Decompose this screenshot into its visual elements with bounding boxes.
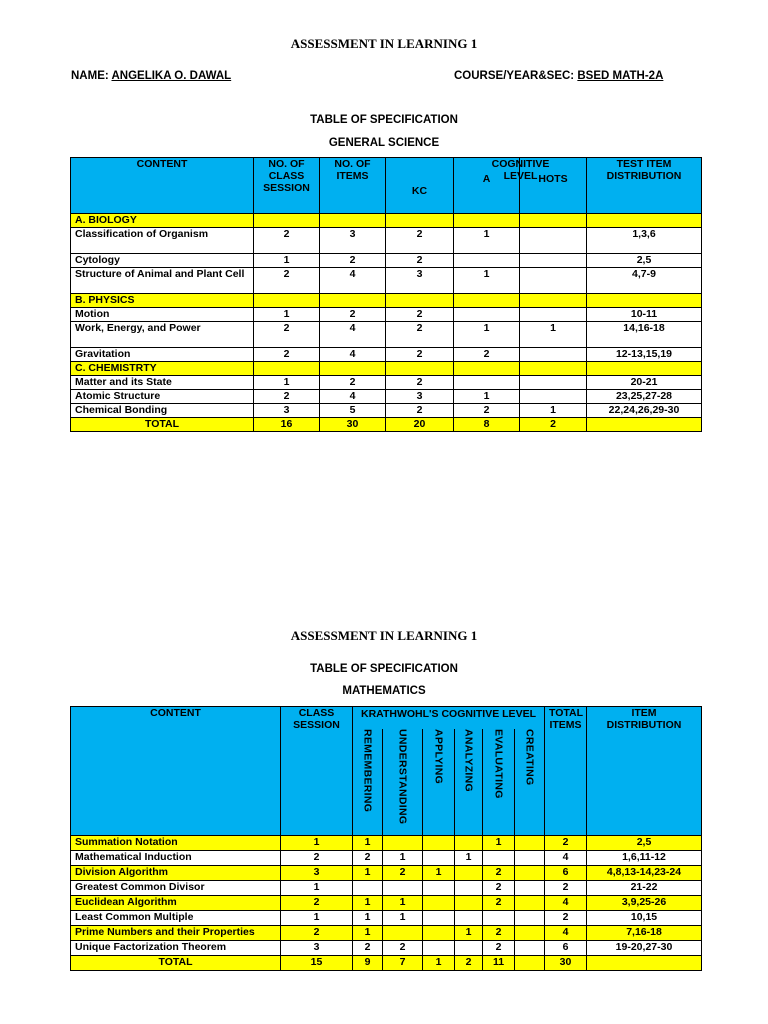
cell-content: Chemical Bonding — [71, 404, 254, 418]
cell-content: Motion — [71, 308, 254, 322]
doc1-subtitle: TABLE OF SPECIFICATION — [310, 114, 458, 126]
cell-content: Atomic Structure — [71, 390, 254, 404]
cell-items: 4 — [320, 268, 386, 294]
header-krathwohl — [353, 707, 545, 836]
table-row — [71, 851, 702, 866]
cell-kc: 2 — [386, 348, 454, 362]
cell-items: 2 — [320, 308, 386, 322]
cell-level-3 — [455, 866, 483, 881]
cell-hots — [520, 376, 587, 390]
cell-level-4: 2 — [483, 926, 515, 941]
table-row — [71, 254, 702, 268]
cell-level-4: 2 — [483, 866, 515, 881]
cell-level-1: 1 — [383, 896, 423, 911]
header-kc: COGNITIVE LEVEL KC — [386, 158, 454, 214]
section-cell — [454, 214, 520, 228]
cell-content: Prime Numbers and their Properties — [71, 926, 281, 941]
cell-kc: 2 — [386, 308, 454, 322]
header-total-items: TOTAL ITEMS — [545, 707, 587, 836]
cell-level-1: 1 — [383, 911, 423, 926]
cell-level-1: 1 — [383, 851, 423, 866]
cell-dist: 12-13,15,19 — [587, 348, 702, 362]
cell-session: 2 — [281, 851, 353, 866]
section-cell — [386, 362, 454, 376]
section-row — [71, 214, 702, 228]
level-creating: CREATING — [523, 729, 536, 786]
cell-kc: 2 — [386, 228, 454, 254]
name-line — [71, 70, 231, 82]
cell-level-2 — [423, 911, 455, 926]
cell-content: Cytology — [71, 254, 254, 268]
section-cell — [386, 294, 454, 308]
cell-session: 2 — [281, 896, 353, 911]
table-row — [71, 390, 702, 404]
cell-level-1 — [383, 836, 423, 851]
name-label: NAME: — [71, 70, 109, 82]
cell-level-3 — [455, 911, 483, 926]
section-cell — [454, 362, 520, 376]
cell-a — [454, 254, 520, 268]
cell-level-1 — [383, 926, 423, 941]
math-tos-table — [70, 706, 702, 971]
cell-kc: 2 — [386, 322, 454, 348]
cell-sess: 2 — [254, 348, 320, 362]
cell-hots: 1 — [520, 404, 587, 418]
science-header-row — [71, 158, 702, 214]
section-cell — [520, 214, 587, 228]
cell-total: 2 — [545, 911, 587, 926]
cell-total: 4 — [545, 896, 587, 911]
total-level-2: 1 — [423, 956, 455, 971]
cell-level-3: 1 — [455, 926, 483, 941]
cell-level-2 — [423, 941, 455, 956]
cell-kc: 2 — [386, 254, 454, 268]
cell-session: 3 — [281, 866, 353, 881]
section-row — [71, 294, 702, 308]
cell-kc: 2 — [386, 404, 454, 418]
cell-level-3 — [455, 941, 483, 956]
cell-level-2 — [423, 926, 455, 941]
math-header-row — [71, 707, 702, 836]
table-row — [71, 911, 702, 926]
total-dist — [587, 956, 702, 971]
table-row — [71, 836, 702, 851]
section-cell — [520, 362, 587, 376]
table-row — [71, 308, 702, 322]
cell-level-4: 2 — [483, 941, 515, 956]
cell-level-0: 2 — [353, 851, 383, 866]
cell-level-5 — [515, 911, 545, 926]
cell-items: 5 — [320, 404, 386, 418]
header-content: CONTENT — [71, 707, 281, 836]
table-row — [71, 404, 702, 418]
cell-level-0 — [353, 881, 383, 896]
total-dist — [587, 418, 702, 432]
cell-level-4 — [483, 911, 515, 926]
header-distribution: TEST ITEM DISTRIBUTION — [587, 158, 702, 214]
cell-level-5 — [515, 926, 545, 941]
cell-content: Least Common Multiple — [71, 911, 281, 926]
cell-content: Classification of Organism — [71, 228, 254, 254]
cell-a: 2 — [454, 348, 520, 362]
table-row — [71, 348, 702, 362]
total-level-3: 2 — [455, 956, 483, 971]
cell-level-3 — [455, 836, 483, 851]
total-kc: 20 — [386, 418, 454, 432]
table-row — [71, 866, 702, 881]
cell-level-0: 2 — [353, 941, 383, 956]
total-level-1: 7 — [383, 956, 423, 971]
total-label: TOTAL — [71, 418, 254, 432]
cell-session: 1 — [281, 911, 353, 926]
cell-level-5 — [515, 866, 545, 881]
cell-total: 6 — [545, 941, 587, 956]
cell-level-4: 1 — [483, 836, 515, 851]
cell-session: 1 — [281, 881, 353, 896]
cell-session: 1 — [281, 836, 353, 851]
section-label: A. BIOLOGY — [71, 214, 254, 228]
total-items: 30 — [320, 418, 386, 432]
cell-dist: 1,3,6 — [587, 228, 702, 254]
cell-dist: 20-21 — [587, 376, 702, 390]
cell-level-0: 1 — [353, 911, 383, 926]
level-understanding: UNDERSTANDING — [383, 729, 423, 835]
cell-level-0: 1 — [353, 896, 383, 911]
cell-level-5 — [515, 881, 545, 896]
cell-level-3 — [455, 896, 483, 911]
cell-kc: 3 — [386, 390, 454, 404]
cell-level-2 — [423, 881, 455, 896]
course-value: BSED MATH-2A — [577, 70, 664, 82]
cell-total: 6 — [545, 866, 587, 881]
header-a: A — [454, 158, 520, 214]
total-items: 30 — [545, 956, 587, 971]
cell-sess: 3 — [254, 404, 320, 418]
total-row — [71, 418, 702, 432]
total-row — [71, 956, 702, 971]
header-content: CONTENT — [71, 158, 254, 214]
section-cell — [320, 214, 386, 228]
cell-level-0: 1 — [353, 926, 383, 941]
cell-a — [454, 308, 520, 322]
section-cell — [254, 362, 320, 376]
cell-a: 1 — [454, 268, 520, 294]
cell-a: 2 — [454, 404, 520, 418]
cell-dist: 10-11 — [587, 308, 702, 322]
cell-level-5 — [515, 851, 545, 866]
cell-items: 4 — [320, 322, 386, 348]
header-class-session: CLASS SESSION — [281, 707, 353, 836]
cell-sess: 2 — [254, 390, 320, 404]
section-cell — [454, 294, 520, 308]
doc1-subject: GENERAL SCIENCE — [328, 137, 440, 149]
cell-content: Structure of Animal and Plant Cell — [71, 268, 254, 294]
cell-level-4: 2 — [483, 881, 515, 896]
cell-dist: 21-22 — [587, 881, 702, 896]
table-row — [71, 228, 702, 254]
cell-items: 4 — [320, 348, 386, 362]
cell-hots — [520, 268, 587, 294]
header-items: NO. OF ITEMS — [320, 158, 386, 214]
section-label: C. CHEMISTRTY — [71, 362, 254, 376]
cell-hots — [520, 308, 587, 322]
cell-level-5 — [515, 896, 545, 911]
cell-dist: 4,8,13-14,23-24 — [587, 866, 702, 881]
cell-hots — [520, 390, 587, 404]
table-row — [71, 896, 702, 911]
cell-content: Division Algorithm — [71, 866, 281, 881]
level-evaluating: EVALUATING — [483, 729, 515, 835]
cell-a — [454, 376, 520, 390]
table-row — [71, 941, 702, 956]
total-hots: 2 — [520, 418, 587, 432]
header-item-distribution: ITEM DISTRIBUTION — [587, 707, 702, 836]
header-cognitive-level: COGNITIVE LEVEL — [491, 158, 550, 182]
cell-a: 1 — [454, 322, 520, 348]
cell-content: Euclidean Algorithm — [71, 896, 281, 911]
cell-content: Matter and its State — [71, 376, 254, 390]
cell-total: 4 — [545, 851, 587, 866]
cell-content: Work, Energy, and Power — [71, 322, 254, 348]
cell-level-1 — [383, 881, 423, 896]
cell-content: Greatest Common Divisor — [71, 881, 281, 896]
header-krathwohl-label: KRATHWOHL'S COGNITIVE LEVEL — [361, 708, 536, 720]
cell-level-5 — [515, 836, 545, 851]
cell-sess: 1 — [254, 308, 320, 322]
total-level-5 — [515, 956, 545, 971]
table-row — [71, 376, 702, 390]
cell-level-2 — [423, 851, 455, 866]
section-cell — [587, 362, 702, 376]
doc1-title: ASSESSMENT IN LEARNING 1 — [290, 36, 478, 51]
section-cell — [587, 294, 702, 308]
cell-dist: 23,25,27-28 — [587, 390, 702, 404]
cell-total: 2 — [545, 836, 587, 851]
cell-content: Gravitation — [71, 348, 254, 362]
section-row — [71, 362, 702, 376]
level-applying: APPLYING — [423, 729, 455, 835]
total-label: TOTAL — [71, 956, 281, 971]
cell-items: 3 — [320, 228, 386, 254]
cell-sess: 1 — [254, 376, 320, 390]
cell-content: Unique Factorization Theorem — [71, 941, 281, 956]
cell-items: 2 — [320, 254, 386, 268]
section-cell — [320, 294, 386, 308]
total-session: 15 — [281, 956, 353, 971]
cell-kc: 2 — [386, 376, 454, 390]
cell-hots — [520, 348, 587, 362]
section-cell — [254, 214, 320, 228]
doc2-title: ASSESSMENT IN LEARNING 1 — [290, 628, 478, 643]
cell-sess: 2 — [254, 268, 320, 294]
cell-level-3: 1 — [455, 851, 483, 866]
cell-a: 1 — [454, 390, 520, 404]
cell-session: 3 — [281, 941, 353, 956]
total-sess: 16 — [254, 418, 320, 432]
doc2-subject: MATHEMATICS — [342, 685, 426, 697]
section-cell — [520, 294, 587, 308]
cell-dist: 10,15 — [587, 911, 702, 926]
cell-dist: 2,5 — [587, 254, 702, 268]
cell-hots — [520, 254, 587, 268]
cell-level-2 — [423, 836, 455, 851]
table-row — [71, 926, 702, 941]
section-cell — [386, 214, 454, 228]
cell-dist: 19-20,27-30 — [587, 941, 702, 956]
cell-level-3 — [455, 881, 483, 896]
cell-level-0: 1 — [353, 836, 383, 851]
cell-level-0: 1 — [353, 866, 383, 881]
table-row — [71, 881, 702, 896]
cell-sess: 2 — [254, 322, 320, 348]
cell-sess: 1 — [254, 254, 320, 268]
cell-kc: 3 — [386, 268, 454, 294]
cell-hots: 1 — [520, 322, 587, 348]
section-cell — [254, 294, 320, 308]
level-remembering: REMEMBERING — [353, 729, 383, 835]
cell-level-1: 2 — [383, 866, 423, 881]
cell-dist: 4,7-9 — [587, 268, 702, 294]
cell-level-5 — [515, 941, 545, 956]
total-level-0: 9 — [353, 956, 383, 971]
course-label: COURSE/YEAR&SEC: — [454, 70, 575, 82]
table-row — [71, 268, 702, 294]
name-value: ANGELIKA O. DAWAL — [111, 70, 232, 82]
cell-session: 2 — [281, 926, 353, 941]
cell-content: Mathematical Induction — [71, 851, 281, 866]
total-a: 8 — [454, 418, 520, 432]
cell-total: 2 — [545, 881, 587, 896]
cell-dist: 7,16-18 — [587, 926, 702, 941]
cell-dist: 1,6,11-12 — [587, 851, 702, 866]
cell-content: Summation Notation — [71, 836, 281, 851]
course-line — [454, 70, 663, 82]
cell-level-1: 2 — [383, 941, 423, 956]
doc2-subtitle: TABLE OF SPECIFICATION — [310, 663, 458, 675]
total-level-4: 11 — [483, 956, 515, 971]
section-label: B. PHYSICS — [71, 294, 254, 308]
cell-dist: 22,24,26,29-30 — [587, 404, 702, 418]
cell-level-2: 1 — [423, 866, 455, 881]
section-cell — [320, 362, 386, 376]
cell-items: 2 — [320, 376, 386, 390]
cell-dist: 14,16-18 — [587, 322, 702, 348]
cell-total: 4 — [545, 926, 587, 941]
header-class-session: NO. OF CLASS SESSION — [254, 158, 320, 214]
table-row — [71, 322, 702, 348]
section-cell — [587, 214, 702, 228]
cell-level-2 — [423, 896, 455, 911]
level-columns — [353, 729, 544, 835]
cell-dist: 3,9,25-26 — [587, 896, 702, 911]
science-tos-table — [70, 157, 702, 432]
cell-level-4: 2 — [483, 896, 515, 911]
cell-items: 4 — [320, 390, 386, 404]
cell-level-4 — [483, 851, 515, 866]
cell-sess: 2 — [254, 228, 320, 254]
cell-a: 1 — [454, 228, 520, 254]
cell-hots — [520, 228, 587, 254]
cell-dist: 2,5 — [587, 836, 702, 851]
level-analyzing: ANALYZING — [455, 729, 483, 835]
header-hots: HOTS — [520, 158, 587, 214]
